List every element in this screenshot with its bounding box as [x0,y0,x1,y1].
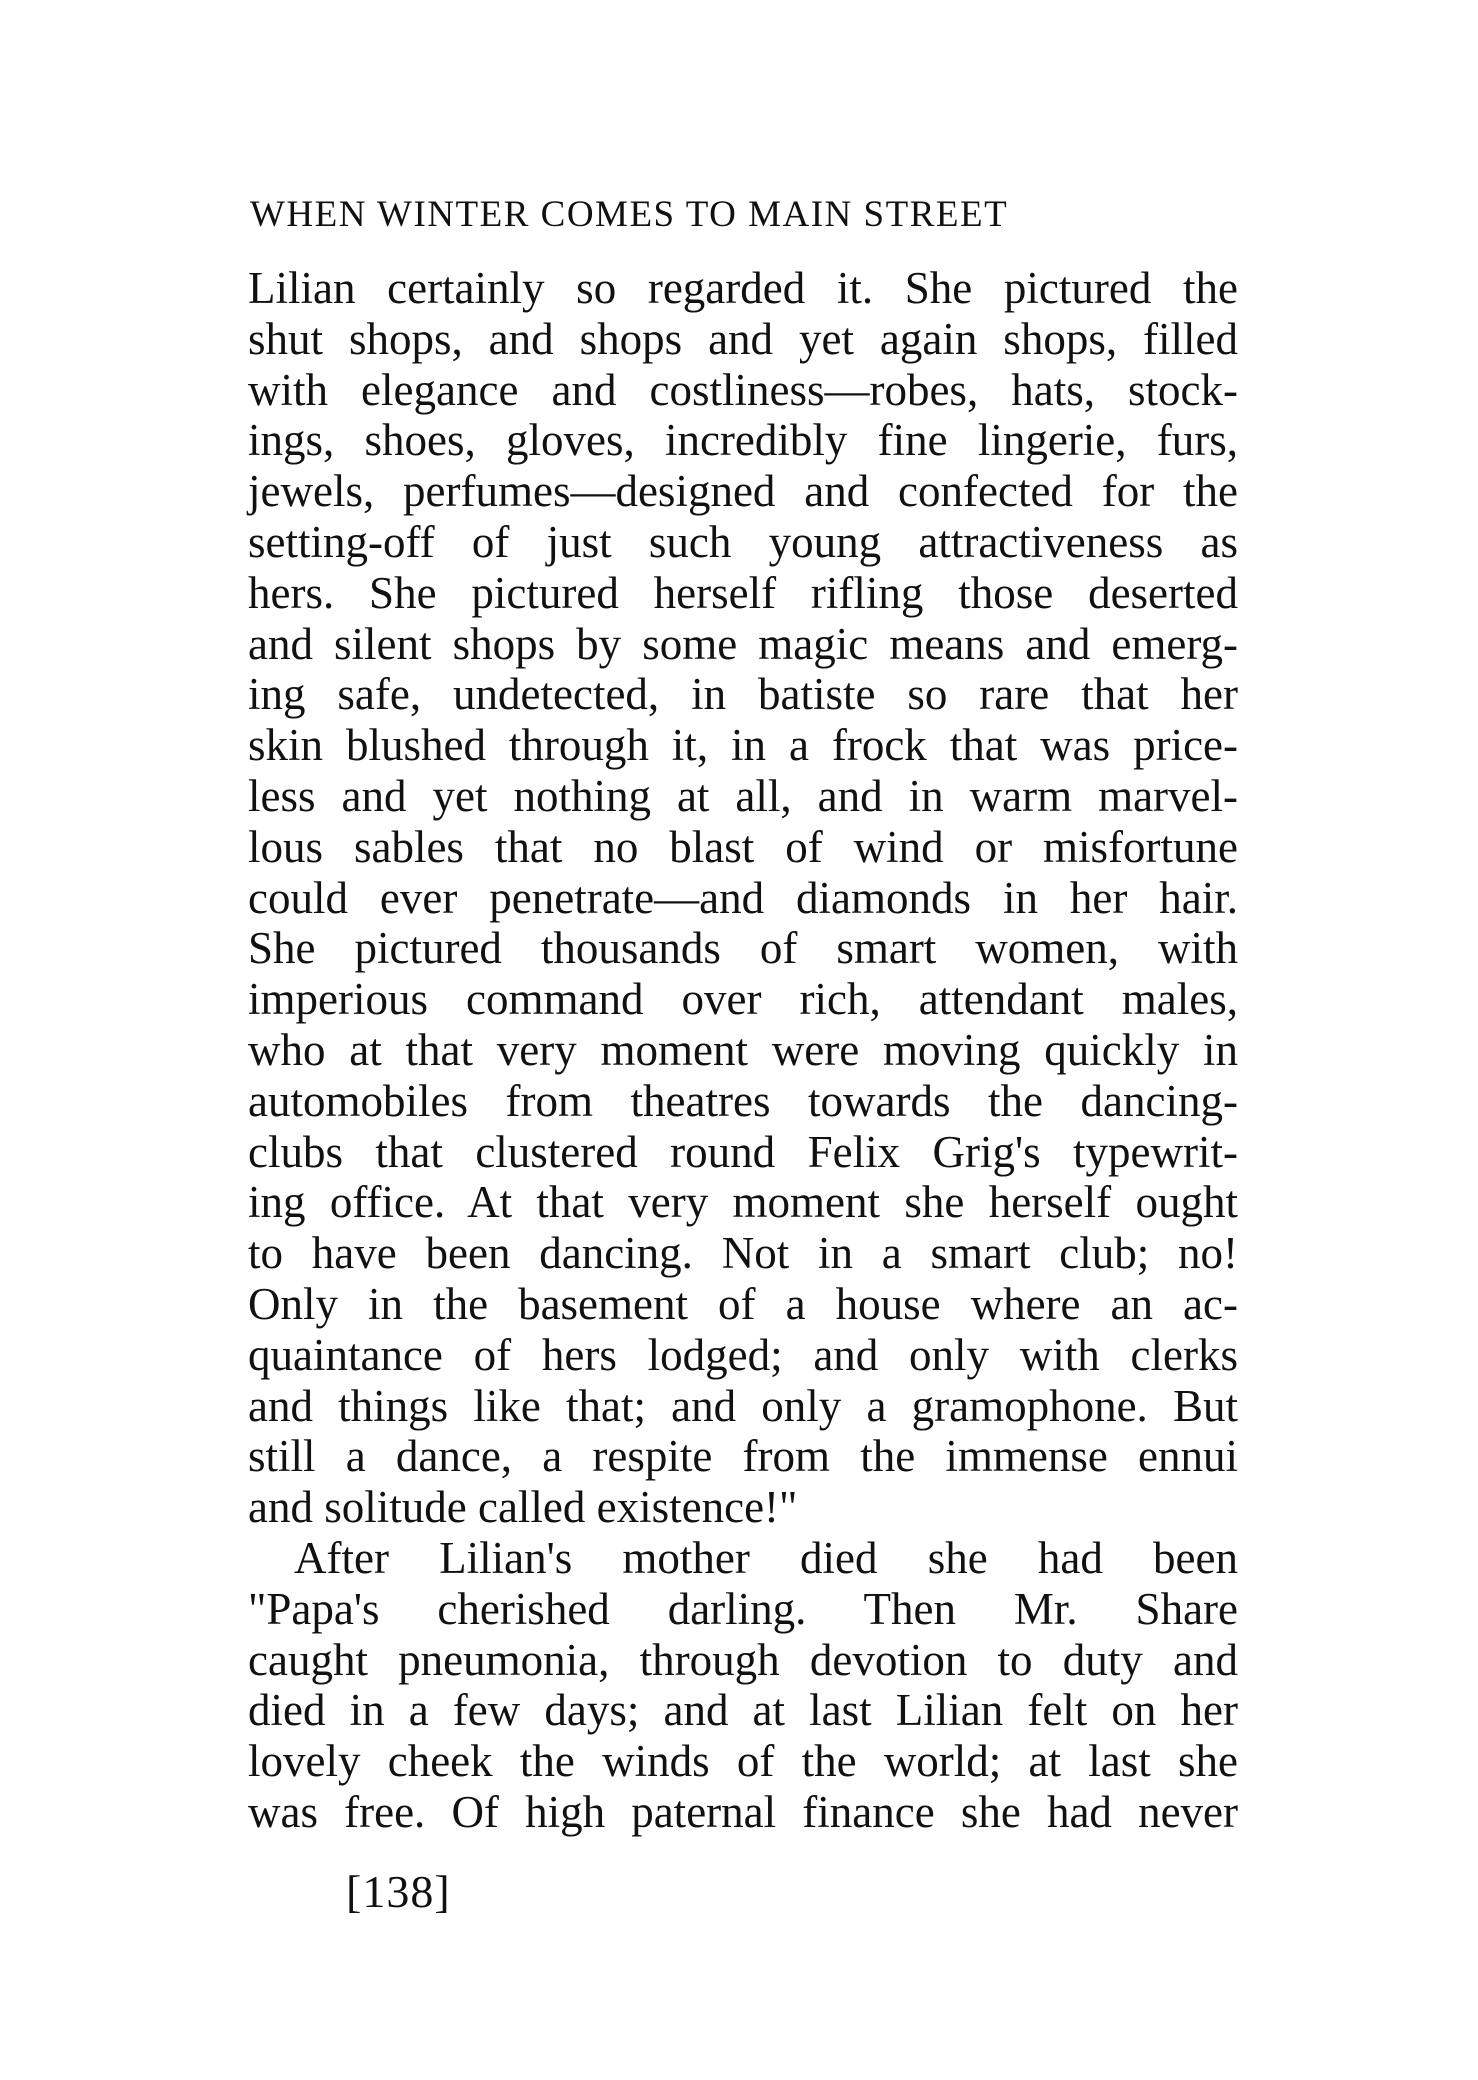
text-line: quaintance of hers lodged; and only with clerks [248,1329,1238,1380]
page-number: [138] [346,1866,451,1917]
text-line: caught pneumonia, through devotion to duty and [248,1634,1238,1685]
text-line: hers. She pictured herself rifling those deserted [248,567,1238,618]
text-line: skin blushed through it, in a frock that was price- [248,720,1238,771]
text-line: ings, shoes, gloves, incredibly fine lingerie, furs, [248,415,1238,466]
text-line: She pictured thousands of smart women, with [248,923,1238,974]
text-line: shut shops, and shops and yet again shops, filled [248,313,1238,364]
text-line: and silent shops by some magic means and emerg- [248,618,1238,669]
text-line: and things like that; and only a gramophone. But [248,1380,1238,1431]
text-line: still a dance, a respite from the immense ennui [248,1431,1238,1482]
text-line: with elegance and costliness—robes, hats, stock- [248,364,1238,415]
text-line: could ever penetrate—and diamonds in her hair. [248,872,1238,923]
text-line: "Papa's cherished darling. Then Mr. Share [248,1583,1238,1634]
text-line: less and yet nothing at all, and in warm marvel- [248,770,1238,821]
body-text [248,263,1238,1838]
text-line: lous sables that no blast of wind or misfortune [248,821,1238,872]
text-line: setting-off of just such young attractiveness as [248,516,1238,567]
text-line: ing office. At that very moment she herself ought [248,1177,1238,1228]
text-line: imperious command over rich, attendant males, [248,974,1238,1025]
text-line: and solitude called existence!" [248,1482,798,1533]
text-line: automobiles from theatres towards the dancing- [248,1075,1238,1126]
text-line: to have been dancing. Not in a smart club; no! [248,1228,1238,1279]
text-line: Only in the basement of a house where an ac- [248,1278,1238,1329]
running-head: WHEN WINTER COMES TO MAIN STREET [250,194,1009,235]
text-line: jewels, perfumes—designed and confected for the [248,466,1238,517]
text-line: was free. Of high paternal finance she had never [248,1786,1238,1837]
text-line: lovely cheek the winds of the world; at last she [248,1736,1238,1787]
text-line: Lilian certainly so regarded it. She pictured the [248,263,1238,313]
text-line: died in a few days; and at last Lilian felt on her [248,1685,1238,1736]
text-line: who at that very moment were moving quickly in [248,1024,1238,1075]
text-line: ing safe, undetected, in batiste so rare that her [248,669,1238,720]
text-line: clubs that clustered round Felix Grig's typewrit- [248,1126,1238,1177]
text-line: After Lilian's mother died she had been [294,1532,1238,1583]
